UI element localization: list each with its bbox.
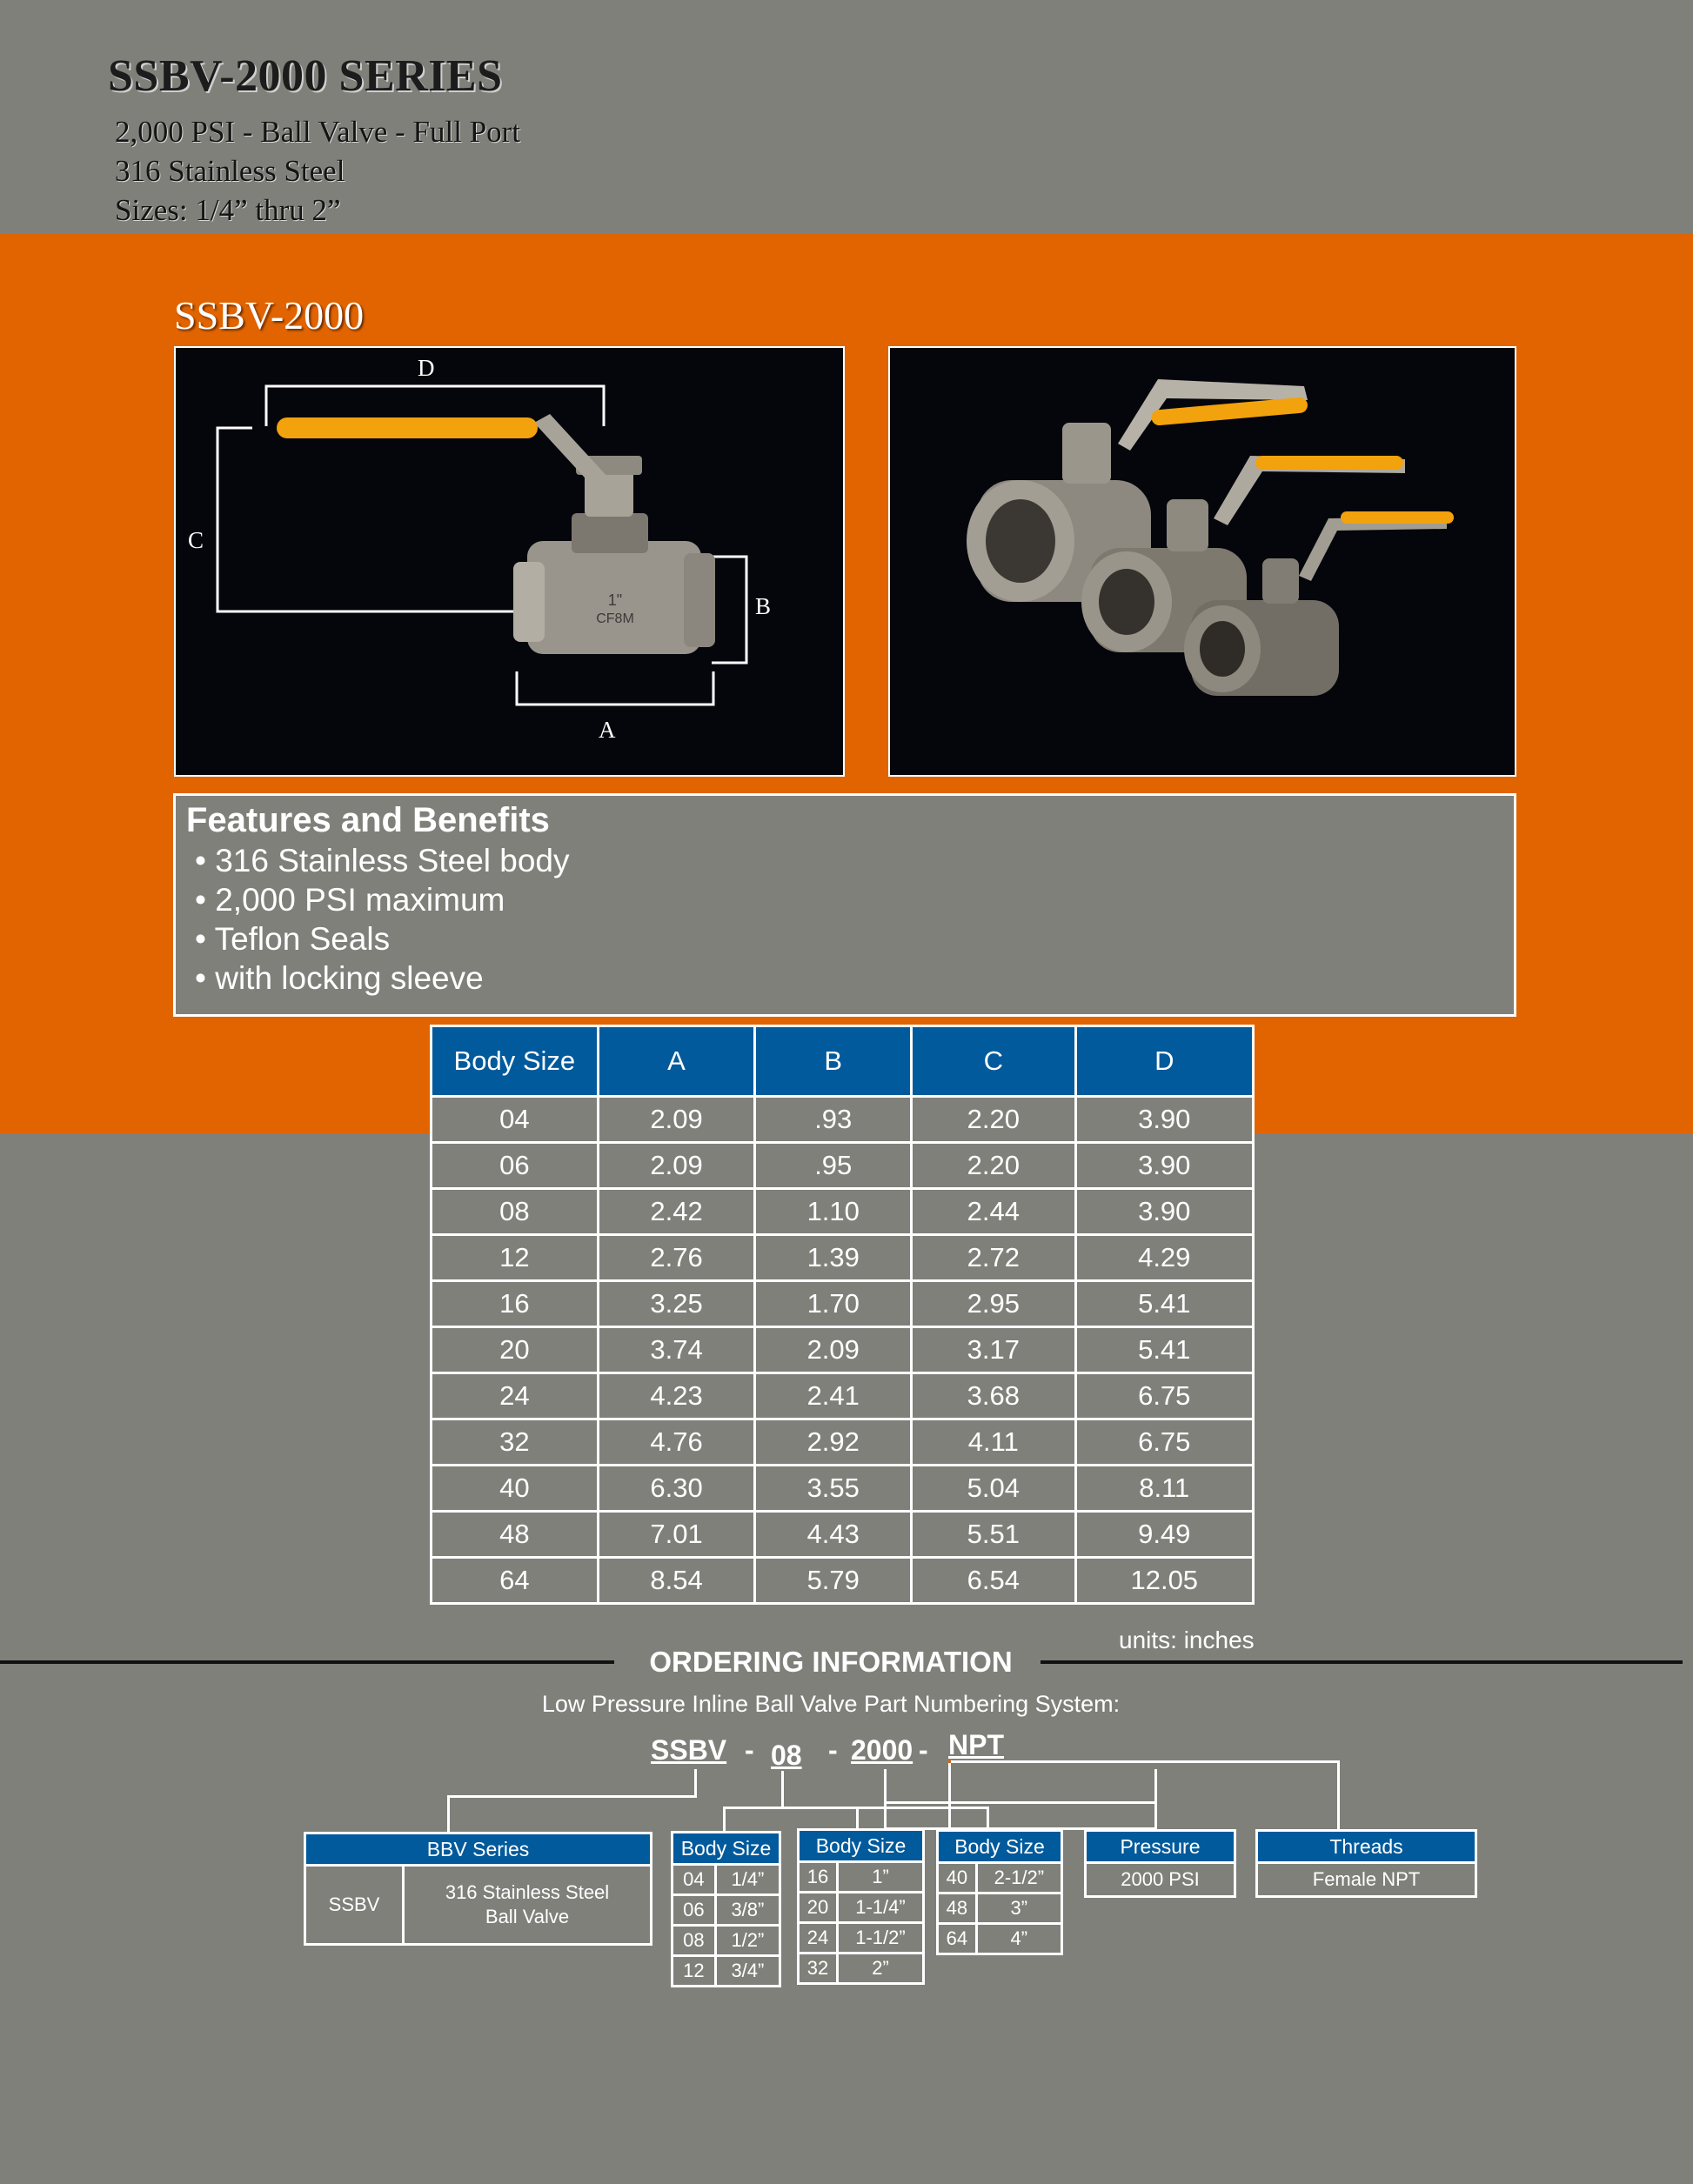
table-cell: 6.75 xyxy=(1075,1373,1253,1419)
table-cell: 2.42 xyxy=(598,1189,755,1235)
dimension-label-c: C xyxy=(188,527,204,553)
table-cell: 3.90 xyxy=(1075,1189,1253,1235)
size-inch: 2” xyxy=(837,1954,923,1984)
size-inch: 3/8” xyxy=(715,1895,780,1926)
table-cell: 7.01 xyxy=(598,1512,755,1558)
body-size-table-2 xyxy=(797,1828,925,1985)
table-cell: 06 xyxy=(432,1143,599,1189)
size-code: 16 xyxy=(799,1862,838,1893)
size-inch: 4” xyxy=(976,1924,1061,1954)
table-cell: 4.23 xyxy=(598,1373,755,1419)
table-cell: 1.10 xyxy=(755,1189,912,1235)
feature-item: • 316 Stainless Steel body xyxy=(195,843,570,878)
product-photo xyxy=(888,346,1516,777)
table-row xyxy=(432,1281,1254,1327)
table-cell: 2.76 xyxy=(598,1235,755,1281)
column-header-b: B xyxy=(755,1026,912,1097)
table-cell: 3.68 xyxy=(912,1373,1075,1419)
body-size-header: Body Size xyxy=(673,1833,780,1865)
table-row xyxy=(432,1327,1254,1373)
divider-line-right xyxy=(1041,1660,1683,1664)
feature-item: • with locking sleeve xyxy=(195,960,484,996)
divider-line-left xyxy=(0,1660,614,1664)
connector-series-stem xyxy=(694,1769,697,1798)
series-table xyxy=(304,1832,652,1946)
threads-value: Female NPT xyxy=(1257,1863,1476,1897)
feature-item: • 2,000 PSI maximum xyxy=(195,882,505,918)
series-table-header: BBV Series xyxy=(305,1833,652,1866)
series-description: 316 Stainless Steel Ball Valve xyxy=(404,1866,652,1945)
table-cell: 20 xyxy=(432,1327,599,1373)
dimension-table xyxy=(430,1025,1255,1605)
table-row xyxy=(432,1373,1254,1419)
size-code: 64 xyxy=(938,1924,977,1954)
body-size-table-1 xyxy=(671,1831,781,1987)
table-row xyxy=(432,1419,1254,1466)
size-code: 20 xyxy=(799,1893,838,1923)
table-cell: 04 xyxy=(432,1097,599,1143)
dimension-label-b: B xyxy=(755,593,772,619)
units-note: units: inches xyxy=(1119,1626,1255,1653)
valve-dimension-illustration xyxy=(176,348,843,775)
size-inch: 1-1/4” xyxy=(837,1893,923,1923)
connector-size-mid xyxy=(856,1807,859,1831)
table-cell: 2.09 xyxy=(755,1327,912,1373)
size-inch: 2-1/2” xyxy=(976,1863,1061,1893)
table-cell: 12.05 xyxy=(1075,1558,1253,1604)
size-inch: 3” xyxy=(976,1893,1061,1924)
size-code: 06 xyxy=(673,1895,716,1926)
body-size-table-3 xyxy=(936,1829,1063,1955)
feature-item: • Teflon Seals xyxy=(195,921,391,957)
table-cell: 8.54 xyxy=(598,1558,755,1604)
table-cell: 1.39 xyxy=(755,1235,912,1281)
column-header-body-size: Body Size xyxy=(432,1026,599,1097)
part-number-pressure: 2000 xyxy=(851,1734,913,1766)
table-cell: 4.43 xyxy=(755,1512,912,1558)
table-cell: 5.04 xyxy=(912,1466,1075,1512)
table-cell: 40 xyxy=(432,1466,599,1512)
dimension-diagram xyxy=(174,346,845,777)
table-cell: 32 xyxy=(432,1419,599,1466)
table-cell: 5.51 xyxy=(912,1512,1075,1558)
threads-table xyxy=(1255,1829,1477,1898)
subtitle-line-2: 316 Stainless Steel xyxy=(115,154,345,188)
size-inch: 3/4” xyxy=(715,1956,780,1987)
table-cell: 16 xyxy=(432,1281,599,1327)
threads-header: Threads xyxy=(1257,1831,1476,1863)
table-cell: 2.20 xyxy=(912,1097,1075,1143)
part-number-separator: - xyxy=(745,1734,754,1766)
table-cell: 9.49 xyxy=(1075,1512,1253,1558)
size-inch: 1/2” xyxy=(715,1926,780,1956)
features-box xyxy=(173,793,1516,1017)
series-code: SSBV xyxy=(305,1866,404,1945)
model-title: SSBV-2000 xyxy=(174,293,365,337)
table-cell: 2.72 xyxy=(912,1235,1075,1281)
table-cell: 3.55 xyxy=(755,1466,912,1512)
body-size-header: Body Size xyxy=(799,1830,924,1862)
size-code: 32 xyxy=(799,1954,838,1984)
table-cell: 1.70 xyxy=(755,1281,912,1327)
size-code: 40 xyxy=(938,1863,977,1893)
table-cell: 3.90 xyxy=(1075,1143,1253,1189)
table-cell: 2.92 xyxy=(755,1419,912,1466)
dimension-table-body xyxy=(432,1097,1254,1604)
size-code: 48 xyxy=(938,1893,977,1924)
table-cell: 12 xyxy=(432,1235,599,1281)
table-cell: 2.20 xyxy=(912,1143,1075,1189)
part-number-separator: - xyxy=(828,1734,838,1766)
table-row xyxy=(432,1143,1254,1189)
ordering-title: ORDERING INFORMATION xyxy=(649,1646,1013,1678)
dimension-label-d: D xyxy=(418,355,435,381)
table-cell: 2.95 xyxy=(912,1281,1075,1327)
table-cell: 4.11 xyxy=(912,1419,1075,1466)
series-title: SSBV-2000 SERIES xyxy=(108,51,503,101)
body-marking-size: 1" xyxy=(607,591,623,609)
footer-band xyxy=(0,2003,1693,2184)
table-row xyxy=(432,1097,1254,1143)
size-code: 24 xyxy=(799,1923,838,1954)
table-row xyxy=(432,1512,1254,1558)
part-number-series: SSBV xyxy=(651,1734,727,1766)
table-cell: 3.90 xyxy=(1075,1097,1253,1143)
pressure-table xyxy=(1084,1829,1236,1898)
size-code: 08 xyxy=(673,1926,716,1956)
features-title: Features and Benefits xyxy=(186,801,550,839)
table-cell: .93 xyxy=(755,1097,912,1143)
ordering-subtitle: Low Pressure Inline Ball Valve Part Numbering System: xyxy=(541,1691,1121,1717)
size-inch: 1-1/2” xyxy=(837,1923,923,1954)
table-cell: 08 xyxy=(432,1189,599,1235)
table-cell: 48 xyxy=(432,1512,599,1558)
pressure-value: 2000 PSI xyxy=(1086,1863,1235,1897)
part-number-size: 08 xyxy=(771,1740,802,1771)
three-valves-illustration xyxy=(890,348,1515,775)
table-cell: 24 xyxy=(432,1373,599,1419)
size-code: 12 xyxy=(673,1956,716,1987)
table-cell: 3.25 xyxy=(598,1281,755,1327)
pressure-header: Pressure xyxy=(1086,1831,1235,1863)
size-code: 04 xyxy=(673,1865,716,1895)
body-size-header: Body Size xyxy=(938,1831,1062,1863)
table-cell: 5.41 xyxy=(1075,1327,1253,1373)
features-list xyxy=(195,841,570,998)
connector-threads-mask xyxy=(948,1760,951,1763)
table-cell: 2.44 xyxy=(912,1189,1075,1235)
connector-size-stem xyxy=(781,1771,784,1809)
table-row xyxy=(432,1558,1254,1604)
table-cell: 6.54 xyxy=(912,1558,1075,1604)
dimension-label-a: A xyxy=(599,717,616,743)
table-cell: 4.29 xyxy=(1075,1235,1253,1281)
table-cell: 5.41 xyxy=(1075,1281,1253,1327)
table-row xyxy=(432,1235,1254,1281)
table-cell: 2.41 xyxy=(755,1373,912,1419)
subtitle-line-3: Sizes: 1/4” thru 2” xyxy=(115,193,341,227)
table-cell: 2.09 xyxy=(598,1097,755,1143)
table-cell: 8.11 xyxy=(1075,1466,1253,1512)
subtitle-line-1: 2,000 PSI - Ball Valve - Full Port xyxy=(115,115,521,149)
table-row xyxy=(432,1189,1254,1235)
connector-threads xyxy=(948,1760,1340,1832)
column-header-c: C xyxy=(912,1026,1075,1097)
table-cell: 5.79 xyxy=(755,1558,912,1604)
part-number-threads: NPT xyxy=(948,1729,1004,1760)
table-cell: 3.17 xyxy=(912,1327,1075,1373)
column-header-a: A xyxy=(598,1026,755,1097)
table-row xyxy=(432,1466,1254,1512)
table-cell: .95 xyxy=(755,1143,912,1189)
table-cell: 2.09 xyxy=(598,1143,755,1189)
table-cell: 6.75 xyxy=(1075,1419,1253,1466)
table-cell: 3.74 xyxy=(598,1327,755,1373)
column-header-d: D xyxy=(1075,1026,1253,1097)
part-number-separator: - xyxy=(919,1734,928,1766)
connector-series xyxy=(447,1795,697,1833)
table-cell: 4.76 xyxy=(598,1419,755,1466)
size-inch: 1” xyxy=(837,1862,923,1893)
table-cell: 6.30 xyxy=(598,1466,755,1512)
size-inch: 1/4” xyxy=(715,1865,780,1895)
body-marking-material: CF8M xyxy=(596,611,634,626)
table-cell: 64 xyxy=(432,1558,599,1604)
